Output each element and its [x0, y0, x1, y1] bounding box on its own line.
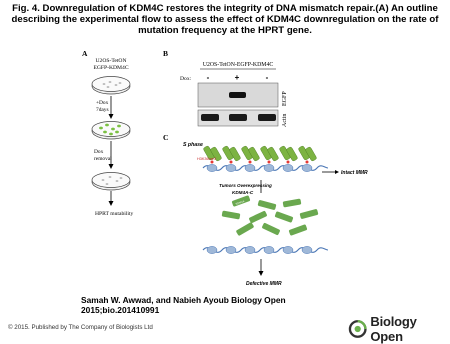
step-2-label-1: Dox — [94, 149, 104, 155]
culture-dish-1 — [92, 77, 130, 95]
egfp-label: EGFP — [282, 91, 288, 106]
down-arrowhead-c2 — [259, 271, 264, 276]
cell-line-label-2: EGFP-KDM4C — [93, 65, 129, 71]
mmr-proteins-top — [203, 145, 317, 161]
actin-band-1 — [201, 114, 219, 121]
step-1-label-1: +Dox — [96, 100, 109, 106]
panel-b-letter: B — [163, 49, 169, 58]
h3k36me3-label: H3K36me3 — [197, 157, 216, 161]
cell-line-label-1: U2OS-TetON — [95, 58, 127, 64]
citation-line-1: Samah W. Awwad, and Nabieh Ayoub Biology Open — [81, 295, 286, 305]
kdm4a-protein-label: KDM4A — [235, 199, 245, 206]
lane-2-sign: + — [234, 73, 240, 82]
lane-3-sign: - — [265, 73, 269, 82]
arrowhead-2 — [109, 164, 114, 169]
kdm4a-proteins — [222, 195, 319, 236]
actin-label: Actin — [282, 113, 288, 127]
figure-title: Fig. 4. Downregulation of KDM4C restores the integrity of DNA mismatch repair.(A) An outline describing the experimental flow to assess the effect of KDM4C downregulation on the rate of mutation frequency at the HPRT gene. — [11, 3, 439, 36]
actin-band-2 — [229, 114, 247, 121]
result-label: HPRT mutability — [95, 211, 134, 217]
panel-a-letter: A — [82, 49, 88, 58]
biology-open-logo — [348, 314, 450, 344]
logo-mark-icon — [348, 319, 367, 339]
culture-dish-3 — [92, 173, 130, 191]
intact-arrowhead — [335, 170, 339, 174]
lane-1-sign: - — [206, 73, 210, 82]
citation-line-2: 2015;bio.201410991 — [81, 305, 160, 315]
culture-dish-2 — [92, 122, 130, 140]
panel-b — [163, 49, 288, 127]
logo-text: Biology Open — [370, 314, 417, 344]
step-2-label-2: removal — [94, 156, 112, 162]
defective-mmr-label: Defective MMR — [246, 281, 282, 287]
citation — [81, 295, 286, 315]
arrowhead-3 — [109, 201, 114, 206]
arrowhead-1 — [109, 114, 114, 119]
dox-label: Dox: — [180, 76, 192, 82]
egfp-band — [229, 92, 246, 98]
panel-a — [82, 49, 133, 217]
panel-c — [163, 133, 368, 287]
step-1-label-2: 7days — [96, 107, 109, 113]
panel-c-letter: C — [163, 133, 169, 142]
s-phase-label: S phase — [183, 142, 203, 148]
tumor-label-2: KDM4A-C — [232, 190, 254, 195]
tumor-label-1: Tumors Overexpressing — [219, 183, 272, 188]
actin-band-3 — [258, 114, 276, 121]
blot-header: U2OS-TetON-EGFP-KDM4C — [202, 62, 274, 68]
copyright-footer: © 2015. Published by The Company of Biologists Ltd — [8, 324, 153, 331]
intact-mmr-label: Intact MMR — [341, 170, 368, 176]
